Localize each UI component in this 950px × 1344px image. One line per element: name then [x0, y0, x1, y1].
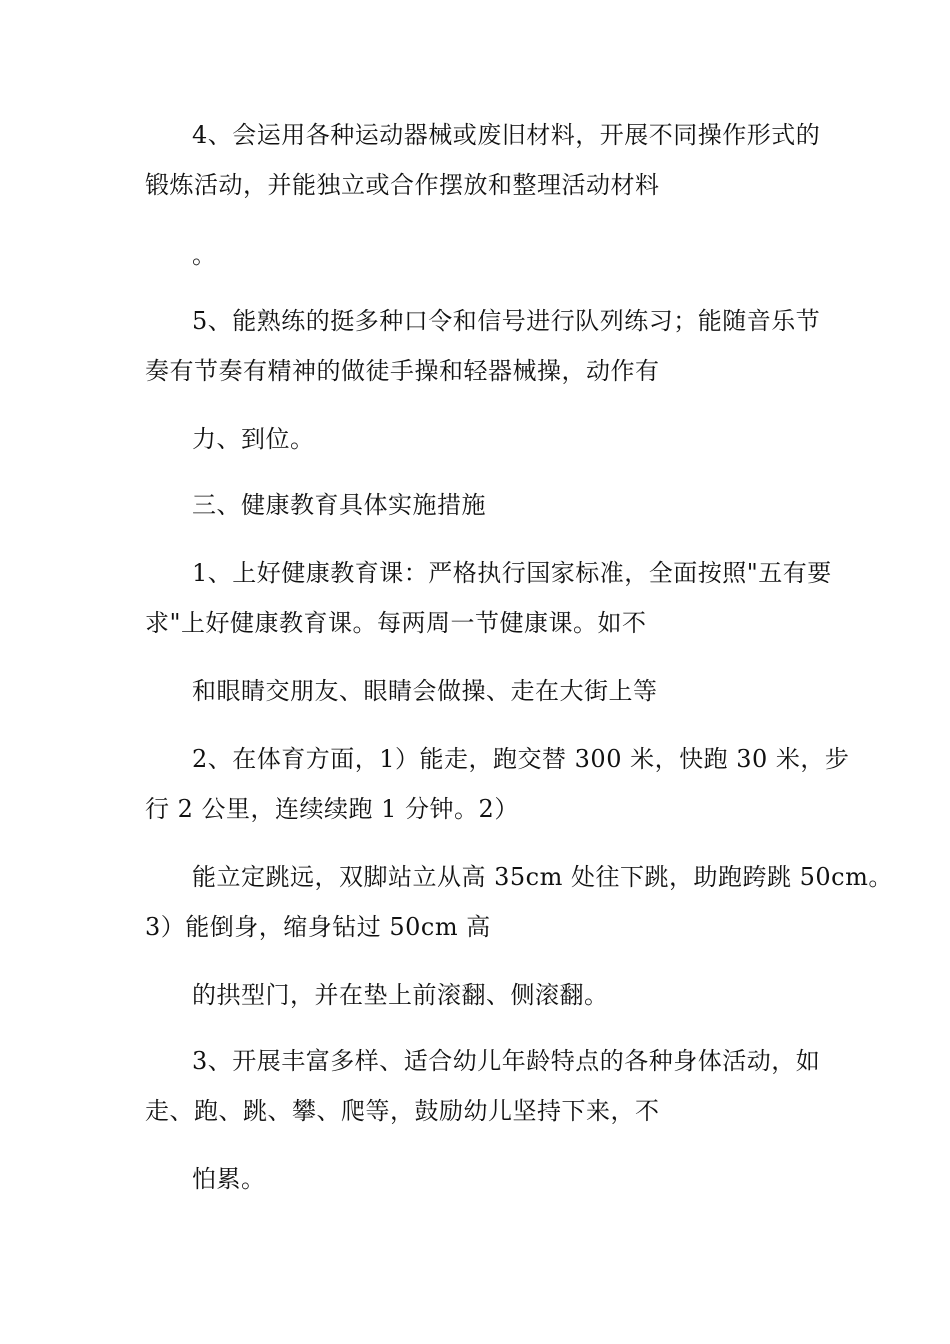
measure-1-line-3: 和眼睛交朋友、眼睛会做操、走在大街上等 — [192, 677, 658, 705]
paragraph-5-line-1: 5、能熟练的挺多种口令和信号进行队列练习；能随音乐节 — [192, 307, 821, 335]
paragraph-4-line-1: 4、会运用各种运动器械或废旧材料，开展不同操作形式的 — [192, 121, 821, 149]
measure-2-line-1: 2、在体育方面，1）能走，跑交替 300 米，快跑 30 米，步 — [192, 745, 850, 773]
measure-2-line-5: 的拱型门，并在垫上前滚翻、侧滚翻。 — [192, 981, 609, 1009]
measure-1-line-1: 1、上好健康教育课：严格执行国家标准，全面按照"五有要 — [192, 559, 832, 587]
paragraph-5-line-2: 奏有节奏有精神的做徒手操和轻器械操，动作有 — [145, 357, 660, 385]
paragraph-5-line-3: 力、到位。 — [192, 425, 315, 453]
section-heading: 三、健康教育具体实施措施 — [192, 491, 486, 519]
measure-2-line-3: 能立定跳远，双脚站立从高 35cm 处往下跳，助跑跨跳 50cm。 — [192, 863, 893, 891]
measure-2-line-4: 3）能倒身，缩身钻过 50cm 高 — [145, 913, 491, 941]
measure-1-line-2: 求"上好健康教育课。每两周一节健康课。如不 — [145, 609, 647, 637]
measure-3-line-2: 走、跑、跳、攀、爬等，鼓励幼儿坚持下来，不 — [145, 1097, 660, 1125]
paragraph-4-line-2: 锻炼活动，并能独立或合作摆放和整理活动材料 — [145, 171, 660, 199]
paragraph-4-line-3: 。 — [192, 241, 217, 269]
measure-3-line-1: 3、开展丰富多样、适合幼儿年龄特点的各种身体活动，如 — [192, 1047, 821, 1075]
measure-3-line-3: 怕累。 — [192, 1165, 266, 1193]
measure-2-line-2: 行 2 公里，连续续跑 1 分钟。2） — [145, 795, 519, 823]
